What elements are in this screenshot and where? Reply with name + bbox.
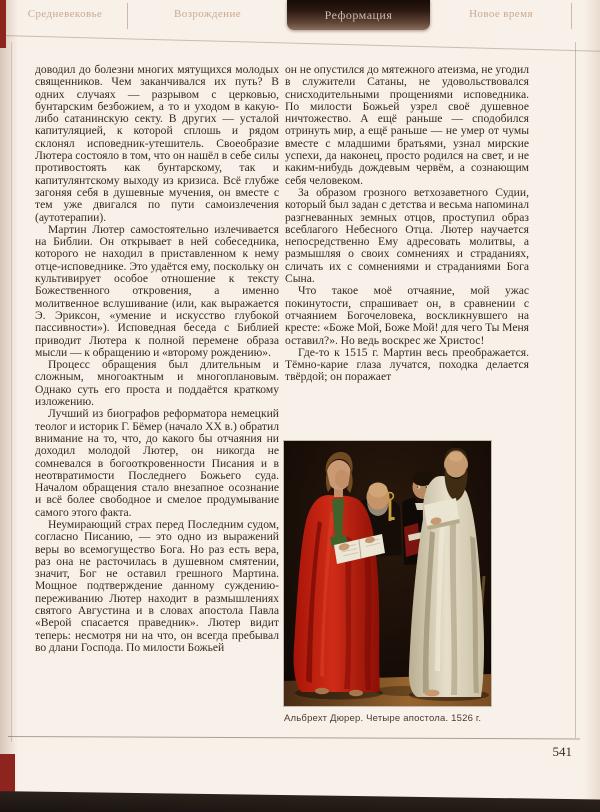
figure-four-apostles — [284, 441, 491, 724]
page-right-edge — [575, 42, 576, 738]
tab-srednevekovye: Средневековье — [27, 8, 103, 20]
page-right-shadow — [584, 0, 600, 812]
paragraph: он не опустился до мятежного атеизма, не угодил в служители Сатаны, не удовольствовался снисходительными прощениями исповедника. По милости Божьей узрел своё душевное ничтожество. А ещё раньше — сподобился отринуть мир, а ещё раньше — не умер от чумы вместе с младшими братьями, узнал мирские успехи, да наконец, просто родился на свет, и не каким-нибудь дождевым червём, а сознающим себя человеком. — [285, 64, 529, 187]
paragraph: Что такое моё отчаяние, мой ужас покинутости, спрашивает он, в сравнении с отчаянием Богочеловека, воскликнувшего на кресте: «Боже Мой, Боже Мой! для чего Ты Меня оставил?». Но ведь воскрес же Христос! — [285, 284, 529, 347]
left-text-column — [35, 64, 279, 732]
right-text-column — [285, 64, 529, 440]
page-gutter-shadow — [0, 0, 24, 812]
paragraph: Мартин Лютер самостоятельно излечивается на Библии. Он открывает в ней собеседника, которого не находил в приставленном к нему отце-исповеднике. Это удаётся ему, поскольку он культивирует особое отношение к тексту Божественного откровения, а именно молитвенное вслушивание (или, как выражается Э. Эриксон, «умение и искусство глубокой пассивности»). Исповедная беседа с Библией приводит Лютера к полной перемене образа мысли — к обращению и «второму рождению». — [35, 222, 279, 359]
book-cover-edge-bottom — [0, 754, 15, 794]
page-crease — [11, 42, 12, 742]
paragraph: Процесс обращения был длительным и сложным, многоактным и многоплановым. Однако суть его проста и поддаётся краткому изложению. — [35, 358, 279, 409]
tab-novoe-vremya: Новое время — [469, 8, 533, 20]
tab-vozrozhdenie: Возрождение — [173, 8, 242, 20]
page-number: 541 — [552, 744, 572, 759]
footer-rule — [8, 736, 580, 739]
figure-caption: Альбрехт Дюрер. Четыре апостола. 1526 г. — [284, 713, 482, 724]
paragraph: Неумирающий страх перед Последним судом, согласно Писанию, — это одно из выражений веры во всемогущество Бога. Но раз есть вера, раз она не расточилась в душевном смятении, значит, Бог не оставил грешного Мартина. Мощное подтверждение данному суждению-переживанию Лютер находит в размышлениях святого Августина и в словах апостола Павла «Верой спасается праведник». Лютер видит теперь: несмотря ни на что, он всегда пребывал во длани Господа. По милости Божьей — [35, 517, 279, 654]
book-bottom-edge — [0, 791, 600, 812]
paragraph: За образом грозного ветхозаветного Судии, который был задан с детства и весьма напоминал разгневанных земных отцов, проступил образ всеблагого Небесного Отца. Лютер научается непосредственно Ему адресовать молитвы, а размышляя о своих сомнениях и страданиях, сличать их с сомнениями и страданиями Бога Сына. — [285, 185, 529, 286]
book-cover-edge-top — [0, 0, 6, 48]
tab-divider — [571, 3, 572, 29]
header-rule — [0, 35, 600, 52]
paragraph: Где-то к 1515 г. Мартин весь преображается. Тёмно-карие глаза лучатся, походка делается твёрдой; он поражает — [285, 345, 529, 384]
paragraph: Лучший из биографов реформатора немецкий теолог и историк Г. Бёмер (начало XX в.) обратил внимание на то, что, до какого бы отчаяния ни доходил молодой Лютер, он никогда не сомневался в богооткровенности Писания и в неотвратимости Последнего Божьего суда. Началом обращения стало внезапное осознание и всё более свободное и смелое продумывание самого этого факта. — [35, 407, 279, 519]
four-apostles-painting — [284, 441, 491, 706]
tab-divider — [127, 3, 128, 29]
tab-reformatsiya-active: Реформация — [287, 0, 430, 30]
chapter-tab-bar — [0, 0, 600, 32]
paragraph: доводил до болезни многих мятущихся молодых священников. Чем заканчивался их путь? В одних случаях — разрывом с церковью, бунтарским безбожием, а то и уходом в какую-либо сатанинскую секту. В других — усталой капитуляцией, к которой сплошь и рядом склонял исповедник-утешитель. Своеобразие Лютера состояло в том, что он нашёл в себе силы противостоять как бунтарскому, так и капитулянтскому выходу из кризиса. Всё глубже загоняя себя в душевные мучения, он вместе с тем уже двигался по пути самоизлечения (аутотерапии). — [35, 64, 279, 224]
